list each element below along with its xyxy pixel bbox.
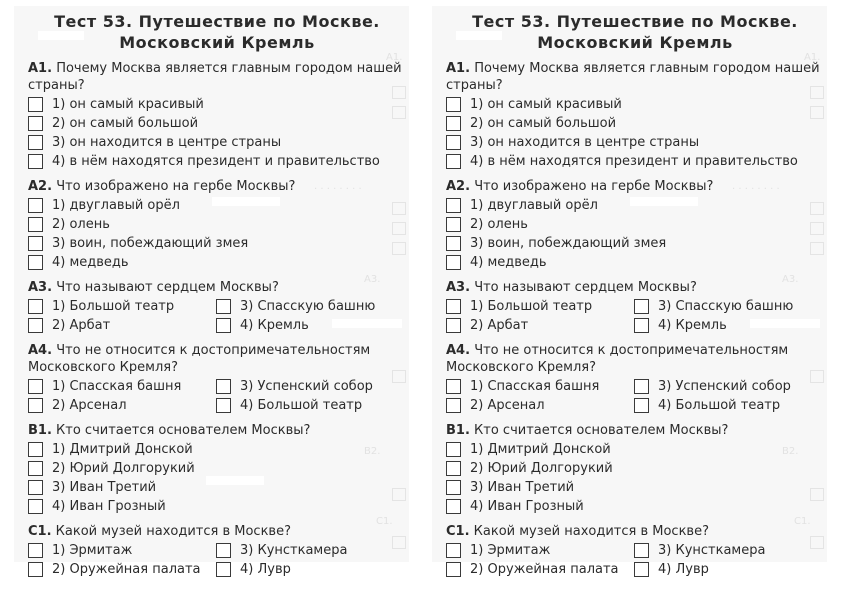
answer-checkbox[interactable]: [28, 198, 43, 213]
answer-checkbox[interactable]: [28, 236, 43, 251]
question-text: Какой музей находится в Москве?: [473, 524, 709, 539]
answer-option[interactable]: [446, 299, 634, 314]
answer-option[interactable]: [28, 299, 216, 314]
answer-label: 3) Успенский собор: [658, 379, 791, 394]
answer-label: 1) Большой театр: [470, 299, 593, 314]
answer-checkbox[interactable]: [216, 398, 231, 413]
answer-option[interactable]: [634, 318, 727, 333]
answer-label: 1) Спасская башня: [52, 379, 182, 394]
question-a2: [28, 178, 406, 195]
answer-label: 2) олень: [470, 217, 528, 232]
answer-option[interactable]: [216, 543, 347, 558]
answer-checkbox[interactable]: [28, 116, 43, 131]
answer-checkbox[interactable]: [28, 398, 43, 413]
answer-checkbox[interactable]: [446, 154, 461, 169]
question-text: Кто считается основателем Москвы?: [56, 423, 311, 438]
answer-option[interactable]: [446, 253, 824, 272]
answer-option[interactable]: [446, 497, 824, 516]
answer-checkbox[interactable]: [28, 255, 43, 270]
answer-label: 3) Кунсткамера: [240, 543, 348, 558]
answer-checkbox[interactable]: [28, 562, 43, 577]
answer-option[interactable]: [446, 114, 824, 133]
question-number: В1.: [28, 423, 52, 438]
answer-label: 2) он самый большой: [470, 116, 617, 131]
test-subtitle: Московский Кремль: [119, 33, 315, 52]
question-number: С1.: [28, 524, 52, 539]
answer-label: 4) Большой театр: [658, 398, 781, 413]
answer-checkbox[interactable]: [28, 442, 43, 457]
answer-label: 2) он самый большой: [52, 116, 199, 131]
question-number: С1.: [446, 524, 470, 539]
question-a4: [446, 342, 824, 376]
answer-option[interactable]: [446, 215, 824, 234]
answer-checkbox[interactable]: [216, 318, 231, 333]
answer-checkbox[interactable]: [446, 480, 461, 495]
answer-option[interactable]: [634, 379, 791, 394]
answer-checkbox[interactable]: [446, 116, 461, 131]
question-b1: [446, 422, 824, 439]
answer-label: 2) Арсенал: [52, 398, 127, 413]
bleed-through-text: · · · · · · · ·: [732, 184, 780, 195]
answer-option[interactable]: [446, 459, 824, 478]
answer-label: 2) Юрий Долгорукий: [52, 461, 195, 476]
question-text: Почему Москва является главным городом нашей страны?: [446, 61, 820, 93]
answer-checkbox[interactable]: [28, 97, 43, 112]
answer-checkbox[interactable]: [216, 543, 231, 558]
test-content: [28, 6, 406, 579]
answer-label: 4) в нём находятся президент и правительство: [470, 154, 798, 169]
answer-option[interactable]: [634, 398, 780, 413]
answer-label: 4) Большой театр: [240, 398, 363, 413]
answer-checkbox[interactable]: [446, 198, 461, 213]
answer-option[interactable]: [28, 379, 216, 394]
answer-option[interactable]: [28, 253, 406, 272]
answer-label: 2) Арсенал: [470, 398, 545, 413]
answer-label: 2) Оружейная палата: [470, 562, 619, 577]
answer-label: 4) Кремль: [240, 318, 309, 333]
answer-option[interactable]: [446, 133, 824, 152]
question-number: А4.: [446, 343, 471, 358]
question-a1: [446, 60, 824, 94]
question-number: А1.: [446, 61, 471, 76]
answer-checkbox[interactable]: [216, 562, 231, 577]
test-page-left: [14, 6, 409, 577]
answer-option[interactable]: [28, 133, 406, 152]
answer-checkbox[interactable]: [446, 562, 461, 577]
answer-option[interactable]: [446, 543, 634, 558]
bleed-through-text: С1.: [376, 516, 393, 527]
answer-option[interactable]: [28, 497, 406, 516]
question-a3: [446, 279, 824, 296]
test-content: [446, 6, 824, 579]
question-number: А2.: [446, 179, 471, 194]
answer-option[interactable]: [28, 196, 406, 215]
answer-label: 1) Дмитрий Донской: [52, 442, 193, 457]
answer-option[interactable]: [446, 152, 824, 171]
answer-option[interactable]: [446, 196, 824, 215]
question-text: Кто считается основателем Москвы?: [474, 423, 729, 438]
answer-label: 1) Эрмитаж: [52, 543, 133, 558]
answer-checkbox[interactable]: [446, 398, 461, 413]
answer-option[interactable]: [28, 562, 216, 577]
bleed-through-text: А3.: [364, 274, 381, 285]
answer-label: 3) Иван Третий: [470, 480, 575, 495]
answer-option[interactable]: [446, 318, 634, 333]
question-text: Что не относится к достопримечательностям Московского Кремля?: [446, 343, 789, 375]
answer-option[interactable]: [216, 562, 291, 577]
answer-option[interactable]: [446, 440, 824, 459]
question-text: Какой музей находится в Москве?: [55, 524, 291, 539]
question-b1: [28, 422, 406, 439]
answer-checkbox[interactable]: [28, 379, 43, 394]
question-number: А3.: [446, 280, 471, 295]
answer-checkbox[interactable]: [634, 543, 649, 558]
answer-checkbox[interactable]: [28, 135, 43, 150]
answer-option[interactable]: [216, 398, 362, 413]
answer-option[interactable]: [446, 234, 824, 253]
bleed-through-text: А1.: [804, 52, 821, 63]
answer-checkbox[interactable]: [446, 543, 461, 558]
answer-label: 1) Спасская башня: [470, 379, 600, 394]
question-text: Что называют сердцем Москвы?: [474, 280, 697, 295]
answer-checkbox[interactable]: [446, 217, 461, 232]
question-a4: [28, 342, 406, 376]
bleed-through-text: В2.: [364, 446, 381, 457]
answer-option[interactable]: [28, 318, 216, 333]
test-title: Тест 53. Путешествие по Москве.: [54, 12, 380, 31]
answer-label: 1) Эрмитаж: [470, 543, 551, 558]
question-a1: [28, 60, 406, 94]
question-c1: [446, 523, 824, 540]
answer-checkbox[interactable]: [634, 398, 649, 413]
answer-checkbox[interactable]: [28, 154, 43, 169]
answer-label: 3) он находится в центре страны: [470, 135, 700, 150]
answer-checkbox[interactable]: [446, 461, 461, 476]
question-a2: [446, 178, 824, 195]
answer-label: 1) Большой театр: [52, 299, 175, 314]
answer-option[interactable]: [28, 398, 216, 413]
answer-checkbox[interactable]: [446, 442, 461, 457]
question-text: Что изображено на гербе Москвы?: [474, 179, 714, 194]
answer-label: 4) Иван Грозный: [470, 499, 584, 514]
answer-label: 1) двуглавый орёл: [470, 198, 598, 213]
answer-option[interactable]: [446, 95, 824, 114]
bleed-through-text: А3.: [782, 274, 799, 285]
answer-option[interactable]: [634, 543, 765, 558]
answer-option[interactable]: [446, 562, 634, 577]
answer-label: 2) Арбат: [52, 318, 111, 333]
answer-checkbox[interactable]: [28, 461, 43, 476]
answer-option[interactable]: [28, 114, 406, 133]
answer-option[interactable]: [28, 215, 406, 234]
answer-label: 4) Кремль: [658, 318, 727, 333]
question-number: А2.: [28, 179, 53, 194]
answer-option[interactable]: [634, 299, 793, 314]
question-text: Что изображено на гербе Москвы?: [56, 179, 296, 194]
answer-checkbox[interactable]: [446, 255, 461, 270]
answer-label: 1) он самый красивый: [52, 97, 204, 112]
answer-option[interactable]: [216, 379, 373, 394]
answer-checkbox[interactable]: [446, 379, 461, 394]
answer-label: 3) он находится в центре страны: [52, 135, 282, 150]
answer-checkbox[interactable]: [28, 543, 43, 558]
answer-option[interactable]: [446, 379, 634, 394]
answer-label: 3) воин, побеждающий змея: [52, 236, 249, 251]
answer-option[interactable]: [28, 459, 406, 478]
answer-option[interactable]: [446, 398, 634, 413]
answer-checkbox[interactable]: [446, 236, 461, 251]
answer-label: 1) двуглавый орёл: [52, 198, 180, 213]
answer-option[interactable]: [28, 440, 406, 459]
question-number: А1.: [28, 61, 53, 76]
answer-checkbox[interactable]: [446, 318, 461, 333]
answer-label: 4) медведь: [52, 255, 129, 270]
answer-label: 3) Иван Третий: [52, 480, 157, 495]
answer-label: 3) Кунсткамера: [658, 543, 766, 558]
answer-label: 4) Лувр: [658, 562, 709, 577]
answer-option[interactable]: [634, 562, 709, 577]
answer-checkbox[interactable]: [634, 562, 649, 577]
answer-option[interactable]: [28, 95, 406, 114]
answer-checkbox[interactable]: [28, 318, 43, 333]
answer-checkbox[interactable]: [216, 299, 231, 314]
answer-checkbox[interactable]: [28, 299, 43, 314]
bleed-through-text: В2.: [782, 446, 799, 457]
bleed-through-text: С1.: [794, 516, 811, 527]
answer-checkbox[interactable]: [28, 499, 43, 514]
answer-label: 2) олень: [52, 217, 110, 232]
answer-checkbox[interactable]: [28, 480, 43, 495]
answer-label: 2) Оружейная палата: [52, 562, 201, 577]
answer-checkbox[interactable]: [28, 217, 43, 232]
answer-label: 3) Успенский собор: [240, 379, 373, 394]
answer-label: 4) в нём находятся президент и правительство: [52, 154, 380, 169]
question-a3: [28, 279, 406, 296]
answer-option[interactable]: [216, 299, 375, 314]
answer-label: 3) Спасскую башню: [658, 299, 794, 314]
answer-checkbox[interactable]: [634, 379, 649, 394]
answer-label: 4) Иван Грозный: [52, 499, 166, 514]
question-text: Что не относится к достопримечательностям Московского Кремля?: [28, 343, 371, 375]
question-number: А4.: [28, 343, 53, 358]
answer-option[interactable]: [446, 478, 824, 497]
answer-checkbox[interactable]: [446, 299, 461, 314]
test-page-right: [432, 6, 827, 577]
answer-checkbox[interactable]: [446, 97, 461, 112]
answer-label: 1) он самый красивый: [470, 97, 622, 112]
question-c1: [28, 523, 406, 540]
answer-label: 4) медведь: [470, 255, 547, 270]
answer-label: 3) воин, побеждающий змея: [470, 236, 667, 251]
question-number: А3.: [28, 280, 53, 295]
answer-label: 2) Юрий Долгорукий: [470, 461, 613, 476]
answer-checkbox[interactable]: [446, 499, 461, 514]
answer-label: 4) Лувр: [240, 562, 291, 577]
answer-checkbox[interactable]: [446, 135, 461, 150]
answer-checkbox[interactable]: [634, 299, 649, 314]
test-title: Тест 53. Путешествие по Москве.: [472, 12, 798, 31]
question-text: Что называют сердцем Москвы?: [56, 280, 279, 295]
question-text: Почему Москва является главным городом нашей страны?: [28, 61, 402, 93]
answer-label: 3) Спасскую башню: [240, 299, 376, 314]
answer-option[interactable]: [28, 152, 406, 171]
answer-option[interactable]: [28, 478, 406, 497]
answer-checkbox[interactable]: [216, 379, 231, 394]
answer-checkbox[interactable]: [634, 318, 649, 333]
answer-option[interactable]: [216, 318, 309, 333]
bleed-through-text: · · · · · · · ·: [314, 184, 362, 195]
test-subtitle: Московский Кремль: [537, 33, 733, 52]
bleed-through-text: А1.: [386, 52, 403, 63]
answer-option[interactable]: [28, 543, 216, 558]
answer-option[interactable]: [28, 234, 406, 253]
answer-label: 1) Дмитрий Донской: [470, 442, 611, 457]
answer-label: 2) Арбат: [470, 318, 529, 333]
question-number: В1.: [446, 423, 470, 438]
